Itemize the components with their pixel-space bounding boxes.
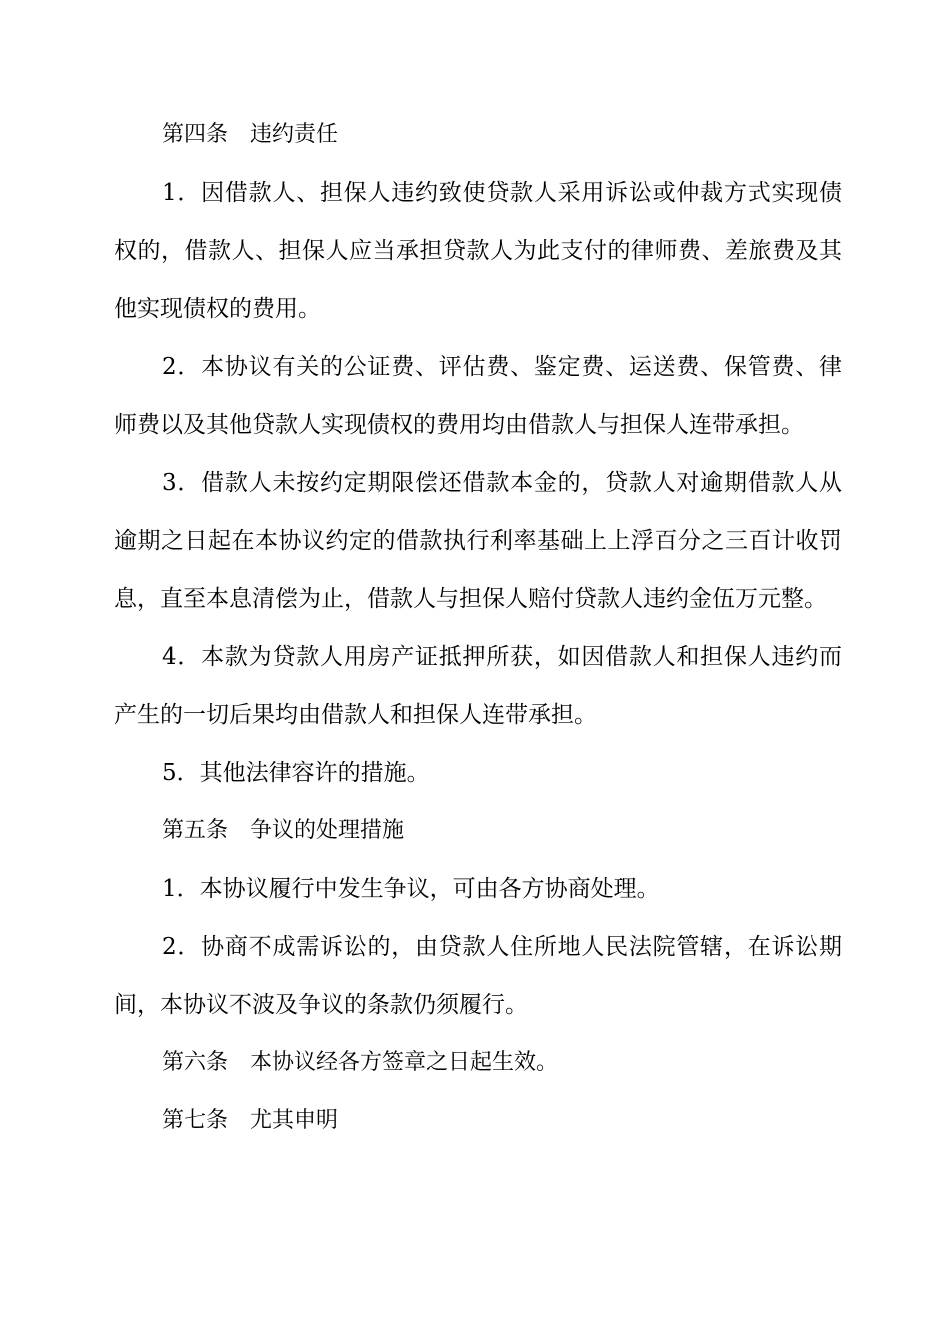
article-5-clause-2: 2．协商不成需诉讼的，由贷款人住所地人民法院管辖，在诉讼期间，本协议不波及争议的条款仍须履行。 xyxy=(114,934,842,1018)
article-7-heading: 第七条 尤其申明 xyxy=(162,1108,339,1133)
article-5-clause-1: 1．本协议履行中发生争议，可由各方协商处理。 xyxy=(162,876,660,902)
article-6-heading: 第六条 本协议经各方签章之日起生效。 xyxy=(162,1050,559,1075)
article-4-clause-5: 5．其他法律容许的措施。 xyxy=(162,760,430,786)
article-4-clause-3: 3．借款人未按约定期限偿还借款本金的，贷款人对逾期借款人从逾期之日起在本协议约定的借款执行利率基础上上浮百分之三百计收罚息，直至本息清偿为止，借款人与担保人赔付贷款人违约金伍万元整。 xyxy=(114,470,842,612)
article-4-clause-1: 1．因借款人、担保人违约致使贷款人采用诉讼或仲裁方式实现债权的，借款人、担保人应当承担贷款人为此支付的律师费、差旅费及其他实现债权的费用。 xyxy=(114,180,842,322)
document-body xyxy=(114,106,842,1150)
article-4-heading: 第四条 违约责任 xyxy=(162,122,339,147)
article-5-heading: 第五条 争议的处理措施 xyxy=(162,818,405,843)
article-4-clause-2: 2．本协议有关的公证费、评估费、鉴定费、运送费、保管费、律师费以及其他贷款人实现债权的费用均由借款人与担保人连带承担。 xyxy=(114,354,842,438)
article-4-clause-4: 4．本款为贷款人用房产证抵押所获，如因借款人和担保人违约而产生的一切后果均由借款人和担保人连带承担。 xyxy=(114,644,842,728)
